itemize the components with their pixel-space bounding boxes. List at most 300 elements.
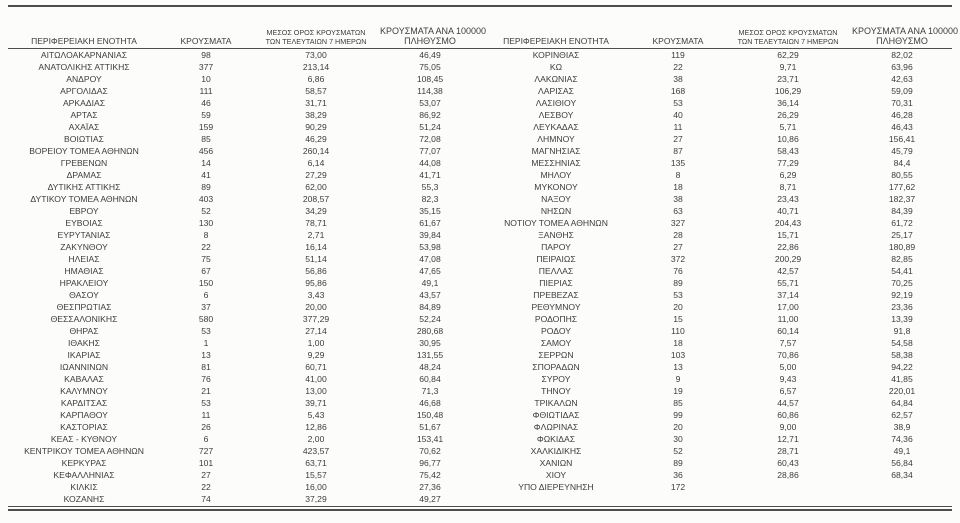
per-100k-cell: 77,07 bbox=[419, 146, 441, 156]
region-cell: ΛΗΜΝΟΥ bbox=[537, 134, 575, 144]
cases-cell: 11 bbox=[673, 122, 683, 132]
table-row bbox=[8, 109, 480, 121]
table-row bbox=[8, 421, 480, 433]
per-100k-cell: 61,67 bbox=[419, 218, 441, 228]
region-cell: ΚΕΑΣ - ΚΥΘΝΟΥ bbox=[50, 434, 118, 444]
table-row bbox=[8, 397, 480, 409]
per-100k-cell: 70,62 bbox=[419, 446, 441, 456]
per-100k-cell: 82,85 bbox=[891, 254, 913, 264]
table-row bbox=[480, 289, 952, 301]
per-100k-cell: 13,39 bbox=[891, 314, 913, 324]
header-row bbox=[480, 8, 952, 49]
column-header-avg-7day-line2: ΤΩΝ ΤΕΛΕΥΤΑΙΩΝ 7 ΗΜΕΡΩΝ bbox=[737, 36, 839, 46]
per-100k-cell: 54,58 bbox=[891, 338, 913, 348]
avg-7day-cell: 95,86 bbox=[305, 278, 327, 288]
per-100k-cell: 41,71 bbox=[419, 170, 441, 180]
per-100k-cell: 51,24 bbox=[419, 122, 441, 132]
cases-cell: 14 bbox=[201, 158, 211, 168]
per-100k-cell: 55,3 bbox=[421, 182, 439, 192]
region-cell: ΙΘΑΚΗΣ bbox=[68, 338, 100, 348]
table-header-right bbox=[480, 8, 958, 49]
avg-7day-cell: 15,57 bbox=[305, 470, 327, 480]
regional-tables-container bbox=[8, 8, 958, 505]
table-row bbox=[480, 133, 952, 145]
region-cell: ΜΕΣΣΗΝΙΑΣ bbox=[531, 158, 581, 168]
avg-7day-cell: 9,00 bbox=[779, 422, 797, 432]
avg-7day-cell: 90,29 bbox=[305, 122, 327, 132]
per-100k-cell: 75,05 bbox=[419, 62, 441, 72]
cases-cell: 27 bbox=[201, 470, 211, 480]
cases-cell: 110 bbox=[671, 326, 685, 336]
region-cell: ΑΝΔΡΟΥ bbox=[66, 74, 102, 84]
cases-cell: 13 bbox=[201, 350, 211, 360]
avg-7day-cell: 204,43 bbox=[774, 218, 802, 228]
avg-7day-cell: 28,71 bbox=[777, 446, 799, 456]
cases-cell: 11 bbox=[201, 410, 211, 420]
table-row bbox=[8, 97, 480, 109]
cases-cell: 76 bbox=[201, 374, 211, 384]
per-100k-cell: 59,09 bbox=[891, 86, 913, 96]
per-100k-cell: 54,41 bbox=[891, 266, 913, 276]
column-header-region: ΠΕΡΙΦΕΡΕΙΑΚΗ ΕΝΟΤΗΤΑ bbox=[8, 8, 160, 49]
cases-cell: 89 bbox=[673, 458, 683, 468]
cases-cell: 22 bbox=[201, 242, 211, 252]
cases-cell: 20 bbox=[673, 302, 683, 312]
region-cell: ΥΠΟ ΔΙΕΡΕΥΝΗΣΗ bbox=[518, 482, 594, 492]
table-row bbox=[480, 97, 952, 109]
region-cell: ΚΑΛΥΜΝΟΥ bbox=[60, 386, 108, 396]
table-row bbox=[8, 85, 480, 97]
cases-cell: 63 bbox=[673, 206, 683, 216]
per-100k-cell: 84,39 bbox=[891, 206, 913, 216]
per-100k-cell: 74,36 bbox=[891, 434, 913, 444]
cases-cell: 6 bbox=[203, 434, 209, 444]
cases-cell: 99 bbox=[673, 410, 683, 420]
column-header-per-100k bbox=[852, 8, 958, 49]
cases-cell: 327 bbox=[670, 218, 686, 228]
table-row bbox=[480, 85, 952, 97]
per-100k-cell: 48,24 bbox=[419, 362, 441, 372]
table-row bbox=[480, 265, 952, 277]
cases-cell: 580 bbox=[198, 314, 214, 324]
cases-cell: 41 bbox=[201, 170, 211, 180]
table-row bbox=[8, 409, 480, 421]
table-row bbox=[480, 157, 952, 169]
regional-units-table-right bbox=[480, 8, 958, 493]
table-row bbox=[480, 325, 952, 337]
per-100k-cell: 42,63 bbox=[891, 74, 913, 84]
per-100k-cell: 180,89 bbox=[888, 242, 916, 252]
region-cell: ΚΑΡΠΑΘΟΥ bbox=[60, 410, 108, 420]
cases-cell: 53 bbox=[201, 398, 211, 408]
region-cell: ΚΕΡΚΥΡΑΣ bbox=[61, 458, 107, 468]
per-100k-cell: 280,68 bbox=[416, 326, 444, 336]
region-cell: ΘΗΡΑΣ bbox=[69, 326, 99, 336]
table-row bbox=[480, 277, 952, 289]
per-100k-cell: 72,08 bbox=[419, 134, 441, 144]
region-cell: ΔΥΤΙΚΗΣ ΑΤΤΙΚΗΣ bbox=[47, 182, 121, 192]
cases-cell: 19 bbox=[673, 386, 683, 396]
avg-7day-cell: 39,71 bbox=[305, 398, 327, 408]
region-cell: ΞΑΝΘΗΣ bbox=[538, 230, 574, 240]
per-100k-cell: 63,96 bbox=[891, 62, 913, 72]
cases-cell: 18 bbox=[673, 182, 683, 192]
cases-cell: 135 bbox=[670, 158, 686, 168]
cases-cell: 172 bbox=[670, 482, 686, 492]
avg-7day-cell: 60,86 bbox=[777, 410, 799, 420]
region-cell: ΦΩΚΙΔΑΣ bbox=[536, 434, 576, 444]
column-header-per-100k-line1: ΚΡΟΥΣΜΑΤΑ ΑΝΑ 100000 bbox=[852, 26, 958, 36]
cases-cell: 98 bbox=[201, 50, 211, 60]
cases-cell: 75 bbox=[201, 254, 211, 264]
avg-7day-cell: 58,43 bbox=[777, 146, 799, 156]
region-cell: ΠΕΛΛΑΣ bbox=[538, 266, 574, 276]
avg-7day-cell: 213,14 bbox=[302, 62, 330, 72]
region-cell: ΑΧΑΪΑΣ bbox=[68, 122, 100, 132]
avg-7day-cell: 208,57 bbox=[302, 194, 330, 204]
region-cell: ΚΟΖΑΝΗΣ bbox=[63, 494, 105, 504]
column-header-per-100k-line2: ΠΛΗΘΥΣΜΟ bbox=[876, 35, 928, 46]
avg-7day-cell: 377,29 bbox=[302, 314, 330, 324]
region-cell: ΧΑΝΙΩΝ bbox=[539, 458, 573, 468]
avg-7day-cell: 70,86 bbox=[777, 350, 799, 360]
per-100k-cell: 41,85 bbox=[891, 374, 913, 384]
region-cell: ΚΕΦΑΛΛΗΝΙΑΣ bbox=[53, 470, 115, 480]
per-100k-cell: 96,77 bbox=[419, 458, 441, 468]
region-cell: ΑΝΑΤΟΛΙΚΗΣ ΑΤΤΙΚΗΣ bbox=[38, 62, 130, 72]
table-row bbox=[480, 301, 952, 313]
region-cell: ΚΕΝΤΡΙΚΟΥ ΤΟΜΕΑ ΑΘΗΝΩΝ bbox=[24, 446, 144, 456]
table-row bbox=[8, 169, 480, 181]
cases-cell: 150 bbox=[198, 278, 214, 288]
table-row bbox=[480, 313, 952, 325]
avg-7day-cell: 12,71 bbox=[777, 434, 799, 444]
cases-cell: 403 bbox=[198, 194, 214, 204]
table-row bbox=[480, 421, 952, 433]
table-row bbox=[480, 49, 952, 62]
avg-7day-cell: 56,86 bbox=[305, 266, 327, 276]
avg-7day-cell: 37,29 bbox=[305, 494, 327, 504]
cases-report-page bbox=[8, 0, 958, 511]
region-cell: ΚΑΣΤΟΡΙΑΣ bbox=[60, 422, 108, 432]
table-row bbox=[480, 445, 952, 457]
column-header-cases: ΚΡΟΥΣΜΑΤΑ bbox=[160, 8, 252, 49]
table-row bbox=[8, 145, 480, 157]
avg-7day-cell: 60,14 bbox=[777, 326, 799, 336]
table-row bbox=[8, 193, 480, 205]
cases-cell: 9 bbox=[675, 374, 681, 384]
cases-cell: 76 bbox=[673, 266, 683, 276]
avg-7day-cell: 36,14 bbox=[777, 98, 799, 108]
table-row bbox=[8, 241, 480, 253]
per-100k-cell: 38,9 bbox=[893, 422, 911, 432]
per-100k-cell: 70,31 bbox=[891, 98, 913, 108]
per-100k-cell: 47,65 bbox=[419, 266, 441, 276]
avg-7day-cell: 58,57 bbox=[305, 86, 327, 96]
cases-cell: 26 bbox=[201, 422, 211, 432]
region-cell: ΝΗΣΩΝ bbox=[540, 206, 572, 216]
region-cell: ΜΗΛΟΥ bbox=[540, 170, 572, 180]
per-100k-cell: 25,17 bbox=[891, 230, 913, 240]
top-divider bbox=[8, 5, 952, 7]
avg-7day-cell: 23,71 bbox=[777, 74, 799, 84]
region-cell: ΠΑΡΟΥ bbox=[541, 242, 571, 252]
avg-7day-cell: 42,57 bbox=[777, 266, 799, 276]
per-100k-cell: 35,15 bbox=[419, 206, 441, 216]
cases-cell: 38 bbox=[673, 194, 683, 204]
table-row bbox=[8, 157, 480, 169]
per-100k-cell: 52,24 bbox=[419, 314, 441, 324]
table-row bbox=[8, 133, 480, 145]
cases-cell: 6 bbox=[203, 290, 209, 300]
region-cell: ΕΥΡΥΤΑΝΙΑΣ bbox=[57, 230, 111, 240]
avg-7day-cell: 62,29 bbox=[777, 50, 799, 60]
avg-7day-cell: 63,71 bbox=[305, 458, 327, 468]
table-row bbox=[8, 313, 480, 325]
table-row bbox=[8, 121, 480, 133]
per-100k-cell: 220,01 bbox=[888, 386, 916, 396]
cases-cell: 111 bbox=[199, 86, 213, 96]
avg-7day-cell: 6,29 bbox=[779, 170, 797, 180]
table-row bbox=[8, 373, 480, 385]
avg-7day-cell: 5,43 bbox=[307, 410, 325, 420]
table-row bbox=[8, 493, 480, 505]
cases-cell: 40 bbox=[673, 110, 683, 120]
cases-cell: 456 bbox=[198, 146, 214, 156]
avg-7day-cell: 5,00 bbox=[779, 362, 797, 372]
region-cell: ΣΑΜΟΥ bbox=[540, 338, 572, 348]
avg-7day-cell: 60,43 bbox=[777, 458, 799, 468]
cases-cell: 36 bbox=[673, 470, 683, 480]
cases-cell: 85 bbox=[201, 134, 211, 144]
cases-cell: 10 bbox=[201, 74, 211, 84]
table-row bbox=[480, 385, 952, 397]
cases-cell: 85 bbox=[673, 398, 683, 408]
table-row bbox=[480, 253, 952, 265]
avg-7day-cell: 26,29 bbox=[777, 110, 799, 120]
per-100k-cell: 46,28 bbox=[891, 110, 913, 120]
per-100k-cell: 114,38 bbox=[417, 86, 443, 96]
per-100k-cell: 51,67 bbox=[419, 422, 441, 432]
region-cell: ΝΟΤΙΟΥ ΤΟΜΕΑ ΑΘΗΝΩΝ bbox=[504, 218, 608, 228]
per-100k-cell: 56,84 bbox=[891, 458, 913, 468]
region-cell: ΚΑΡΔΙΤΣΑΣ bbox=[60, 398, 108, 408]
region-cell: ΙΩΑΝΝΙΝΩΝ bbox=[59, 362, 109, 372]
table-row bbox=[8, 469, 480, 481]
cases-cell: 15 bbox=[673, 314, 683, 324]
table-row bbox=[480, 217, 952, 229]
cases-cell: 22 bbox=[673, 62, 683, 72]
region-cell: ΦΛΩΡΙΝΑΣ bbox=[533, 422, 579, 432]
table-row bbox=[480, 469, 952, 481]
avg-7day-cell: 106,29 bbox=[774, 86, 802, 96]
avg-7day-cell: 34,29 bbox=[305, 206, 327, 216]
per-100k-cell: 49,1 bbox=[893, 446, 911, 456]
column-header-per-100k-line2: ΠΛΗΘΥΣΜΟ bbox=[404, 35, 456, 46]
column-header-per-100k-line1: ΚΡΟΥΣΜΑΤΑ ΑΝΑ 100000 bbox=[380, 26, 486, 36]
cases-cell: 87 bbox=[673, 146, 683, 156]
cases-cell: 13 bbox=[673, 362, 683, 372]
avg-7day-cell: 6,57 bbox=[779, 386, 797, 396]
region-cell: ΛΑΚΩΝΙΑΣ bbox=[534, 74, 578, 84]
cases-cell: 74 bbox=[201, 494, 211, 504]
region-cell: ΗΡΑΚΛΕΙΟΥ bbox=[59, 278, 109, 288]
table-row bbox=[8, 181, 480, 193]
per-100k-cell: 46,43 bbox=[891, 122, 913, 132]
cases-cell: 372 bbox=[670, 254, 686, 264]
table-row bbox=[480, 121, 952, 133]
avg-7day-cell bbox=[724, 481, 852, 493]
per-100k-cell: 47,08 bbox=[419, 254, 441, 264]
region-cell: ΕΥΒΟΙΑΣ bbox=[65, 218, 103, 228]
per-100k-cell: 80,55 bbox=[891, 170, 913, 180]
cases-cell: 46 bbox=[201, 98, 211, 108]
per-100k-cell: 70,25 bbox=[891, 278, 913, 288]
cases-cell: 119 bbox=[671, 50, 685, 60]
table-row bbox=[8, 61, 480, 73]
avg-7day-cell: 9,71 bbox=[779, 62, 797, 72]
per-100k-cell: 46,68 bbox=[419, 398, 441, 408]
avg-7day-cell: 23,43 bbox=[777, 194, 799, 204]
cases-cell: 8 bbox=[675, 170, 681, 180]
cases-cell: 27 bbox=[673, 134, 683, 144]
avg-7day-cell: 2,00 bbox=[307, 434, 325, 444]
table-row bbox=[480, 109, 952, 121]
cases-cell: 8 bbox=[203, 230, 209, 240]
region-cell: ΔΡΑΜΑΣ bbox=[66, 170, 102, 180]
avg-7day-cell: 41,00 bbox=[305, 374, 327, 384]
avg-7day-cell: 200,29 bbox=[774, 254, 802, 264]
cases-cell: 27 bbox=[673, 242, 683, 252]
per-100k-cell: 53,98 bbox=[419, 242, 441, 252]
cases-cell: 89 bbox=[201, 182, 211, 192]
table-row bbox=[8, 265, 480, 277]
cases-cell: 81 bbox=[201, 362, 211, 372]
table-row bbox=[8, 445, 480, 457]
cases-cell: 38 bbox=[673, 74, 683, 84]
region-cell: ΛΑΣΙΘΙΟΥ bbox=[535, 98, 577, 108]
cases-cell: 59 bbox=[201, 110, 211, 120]
avg-7day-cell: 40,71 bbox=[777, 206, 799, 216]
avg-7day-cell: 423,57 bbox=[302, 446, 330, 456]
per-100k-cell: 61,72 bbox=[891, 218, 913, 228]
avg-7day-cell: 10,86 bbox=[777, 134, 799, 144]
per-100k-cell: 182,37 bbox=[888, 194, 916, 204]
per-100k-cell: 46,49 bbox=[419, 50, 441, 60]
header-row bbox=[8, 8, 480, 49]
per-100k-cell: 53,07 bbox=[419, 98, 441, 108]
per-100k-cell: 68,34 bbox=[891, 470, 913, 480]
cases-cell: 30 bbox=[673, 434, 683, 444]
avg-7day-cell: 55,71 bbox=[777, 278, 799, 288]
per-100k-cell: 23,36 bbox=[891, 302, 913, 312]
column-header-region: ΠΕΡΙΦΕΡΕΙΑΚΗ ΕΝΟΤΗΤΑ bbox=[480, 8, 632, 49]
avg-7day-cell: 27,14 bbox=[305, 326, 327, 336]
cases-cell: 52 bbox=[673, 446, 683, 456]
table-row bbox=[8, 361, 480, 373]
table-row bbox=[8, 457, 480, 469]
cases-cell: 53 bbox=[201, 326, 211, 336]
region-cell: ΚΑΒΑΛΑΣ bbox=[64, 374, 104, 384]
avg-7day-cell: 17,00 bbox=[777, 302, 799, 312]
per-100k-cell: 86,92 bbox=[419, 110, 441, 120]
region-cell: ΠΙΕΡΙΑΣ bbox=[539, 278, 573, 288]
table-row bbox=[480, 241, 952, 253]
cases-cell: 28 bbox=[673, 230, 683, 240]
region-cell: ΗΛΕΙΑΣ bbox=[68, 254, 100, 264]
region-cell: ΔΥΤΙΚΟΥ ΤΟΜΕΑ ΑΘΗΝΩΝ bbox=[30, 194, 138, 204]
region-cell: ΚΩ bbox=[549, 62, 563, 72]
column-header-cases: ΚΡΟΥΣΜΑΤΑ bbox=[632, 8, 724, 49]
region-cell: ΠΡΕΒΕΖΑΣ bbox=[533, 290, 579, 300]
avg-7day-cell: 260,14 bbox=[302, 146, 330, 156]
table-row bbox=[480, 361, 952, 373]
avg-7day-cell: 78,71 bbox=[305, 218, 327, 228]
per-100k-cell: 84,89 bbox=[419, 302, 441, 312]
table-row bbox=[8, 337, 480, 349]
per-100k-cell: 49,1 bbox=[421, 278, 439, 288]
cases-cell: 53 bbox=[673, 98, 683, 108]
region-cell: ΕΒΡΟΥ bbox=[69, 206, 99, 216]
region-cell: ΠΕΙΡΑΙΩΣ bbox=[536, 254, 576, 264]
per-100k-cell bbox=[852, 481, 952, 493]
avg-7day-cell: 9,43 bbox=[779, 374, 797, 384]
per-100k-cell: 71,3 bbox=[421, 386, 439, 396]
table-row bbox=[8, 229, 480, 241]
region-cell: ΑΡΓΟΛΙΔΑΣ bbox=[60, 86, 108, 96]
avg-7day-cell: 13,00 bbox=[305, 386, 327, 396]
region-cell: ΣΠΟΡΑΔΩΝ bbox=[532, 362, 580, 372]
per-100k-cell: 82,02 bbox=[891, 50, 913, 60]
per-100k-cell: 108,45 bbox=[416, 74, 444, 84]
per-100k-cell: 64,84 bbox=[891, 398, 913, 408]
table-row bbox=[480, 457, 952, 469]
cases-cell: 89 bbox=[673, 278, 683, 288]
per-100k-cell: 91,8 bbox=[893, 326, 911, 336]
per-100k-cell: 44,08 bbox=[419, 158, 441, 168]
column-header-avg-7day bbox=[724, 8, 852, 49]
table-row bbox=[8, 217, 480, 229]
region-cell: ΡΟΔΟΠΗΣ bbox=[534, 314, 578, 324]
table-row bbox=[480, 481, 952, 493]
region-cell: ΡΕΘΥΜΝΟΥ bbox=[531, 302, 581, 312]
per-100k-cell: 62,57 bbox=[891, 410, 913, 420]
region-cell: ΗΜΑΘΙΑΣ bbox=[64, 266, 104, 276]
avg-7day-cell: 60,71 bbox=[305, 362, 327, 372]
region-cell: ΜΑΓΝΗΣΙΑΣ bbox=[531, 146, 581, 156]
avg-7day-cell: 28,86 bbox=[777, 470, 799, 480]
cases-cell: 37 bbox=[201, 302, 211, 312]
region-cell: ΧΑΛΚΙΔΙΚΗΣ bbox=[530, 446, 582, 456]
region-cell: ΝΑΞΟΥ bbox=[541, 194, 571, 204]
per-100k-cell: 30,95 bbox=[419, 338, 441, 348]
column-header-avg-7day-line1: ΜΕΣΟΣ ΟΡΟΣ ΚΡΟΥΣΜΑΤΩΝ bbox=[738, 28, 838, 37]
region-cell: ΛΑΡΙΣΑΣ bbox=[538, 86, 574, 96]
cases-cell: 52 bbox=[201, 206, 211, 216]
region-cell: ΣΥΡΟΥ bbox=[541, 374, 571, 384]
region-cell: ΙΚΑΡΙΑΣ bbox=[67, 350, 101, 360]
avg-7day-cell: 62,00 bbox=[305, 182, 327, 192]
table-row bbox=[480, 181, 952, 193]
avg-7day-cell: 9,29 bbox=[307, 350, 325, 360]
cases-cell: 168 bbox=[670, 86, 686, 96]
table-row bbox=[8, 325, 480, 337]
per-100k-cell: 43,57 bbox=[419, 290, 441, 300]
region-cell: ΘΑΣΟΥ bbox=[69, 290, 99, 300]
avg-7day-cell: 31,71 bbox=[305, 98, 327, 108]
region-cell: ΧΙΟΥ bbox=[545, 470, 567, 480]
table-row bbox=[480, 145, 952, 157]
